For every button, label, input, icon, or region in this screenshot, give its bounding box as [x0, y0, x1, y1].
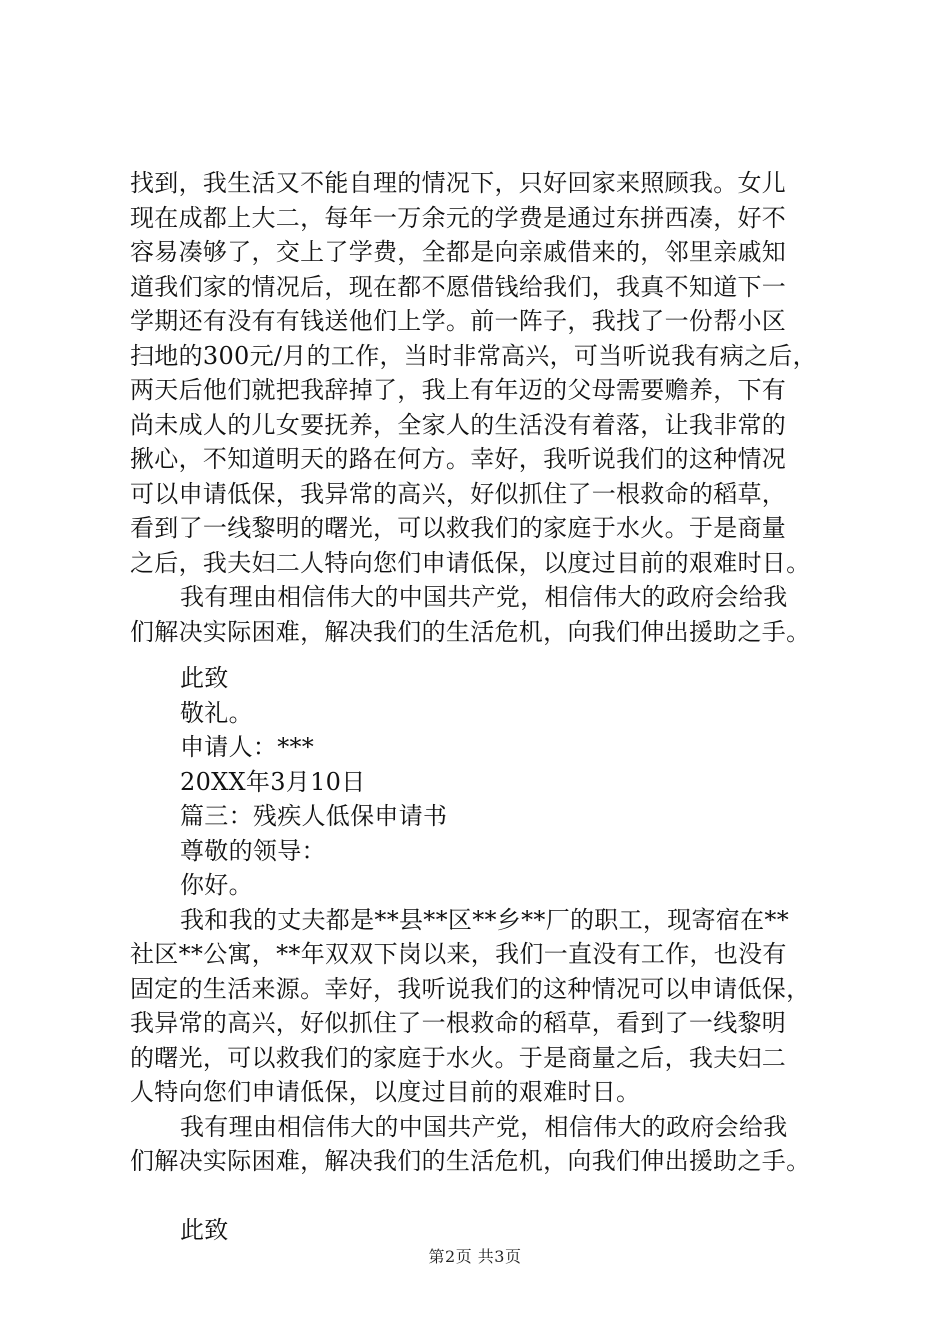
text-line: 的曙光，可以救我们的家庭于水火。于是商量之后，我夫妇二: [130, 1043, 787, 1072]
text-line: 社区**公寓，**年双双下岗以来，我们一直没有工作，也没有: [130, 940, 787, 968]
closing-and-section3: [130, 661, 850, 1248]
regards: 敬礼。: [180, 698, 253, 727]
text-line: 容易凑够了，交上了学费，全都是向亲戚借来的，邻里亲戚知: [130, 238, 787, 266]
text-line: 找到，我生活又不能自理的情况下，只好回家来照顾我。女儿: [130, 169, 787, 197]
text-line: 现在成都上大二，每年一万余元的学费是通过东拼西凑，好不: [130, 203, 787, 232]
salutation: 此致: [180, 664, 229, 692]
text-line: 之后，我夫妇二人特向您们申请低保，以度过目前的艰难时日。: [130, 548, 811, 577]
applicant-line: 申请人：***: [180, 733, 315, 761]
text-line: 我异常的高兴，好似抓住了一根救命的稻草，看到了一线黎明: [130, 1009, 787, 1037]
text-line: 看到了一线黎明的曙光，可以救我们的家庭于水火。于是商量: [130, 514, 787, 542]
text-line: 揪心，不知道明天的路在何方。幸好，我听说我们的这种情况: [130, 445, 787, 473]
paragraph-continued: [130, 166, 850, 580]
text-line: 尚未成人的儿女要抚养，全家人的生活没有着落，让我非常的: [130, 410, 787, 439]
greeting: 尊敬的领导：: [180, 836, 326, 865]
paragraph-belief: [130, 580, 850, 649]
text-line: 扫地的300元/月的工作，当时非常高兴，可当听说我有病之后，: [130, 341, 817, 370]
text-line: 人特向您们申请低保，以度过目前的艰难时日。: [130, 1078, 641, 1106]
page-footer: 第2页 共3页: [428, 1247, 522, 1266]
date-line: 20XX年3月10日: [180, 767, 366, 796]
salutation: 此致: [180, 1216, 229, 1244]
section-heading: 篇三：残疾人低保申请书: [180, 802, 448, 830]
text-line: 我有理由相信伟大的中国共产党，相信伟大的政府会给我: [180, 583, 788, 611]
text-line: 我有理由相信伟大的中国共产党，相信伟大的政府会给我: [180, 1112, 788, 1141]
text-line: 学期还有没有有钱送他们上学。前一阵子，我找了一份帮小区: [130, 307, 787, 335]
text-line: 我和我的丈夫都是**县**区**乡**厂的职工，现寄宿在**: [180, 905, 789, 934]
text-line: 固定的生活来源。幸好，我听说我们的这种情况可以申请低保，: [130, 974, 811, 1003]
paragraph-gap: [130, 1179, 850, 1214]
text-line: 两天后他们就把我辞掉了，我上有年迈的父母需要赡养，下有: [130, 376, 787, 404]
text-line: 们解决实际困难，解决我们的生活危机，向我们伸出援助之手。: [130, 1147, 811, 1175]
text-line: 可以申请低保，我异常的高兴，好似抓住了一根救命的稻草，: [130, 479, 787, 508]
text-line: 道我们家的情况后，现在都不愿借钱给我们，我真不知道下一: [130, 272, 787, 301]
hello-line: 你好。: [180, 871, 253, 899]
text-line: 们解决实际困难，解决我们的生活危机，向我们伸出援助之手。: [130, 617, 811, 646]
